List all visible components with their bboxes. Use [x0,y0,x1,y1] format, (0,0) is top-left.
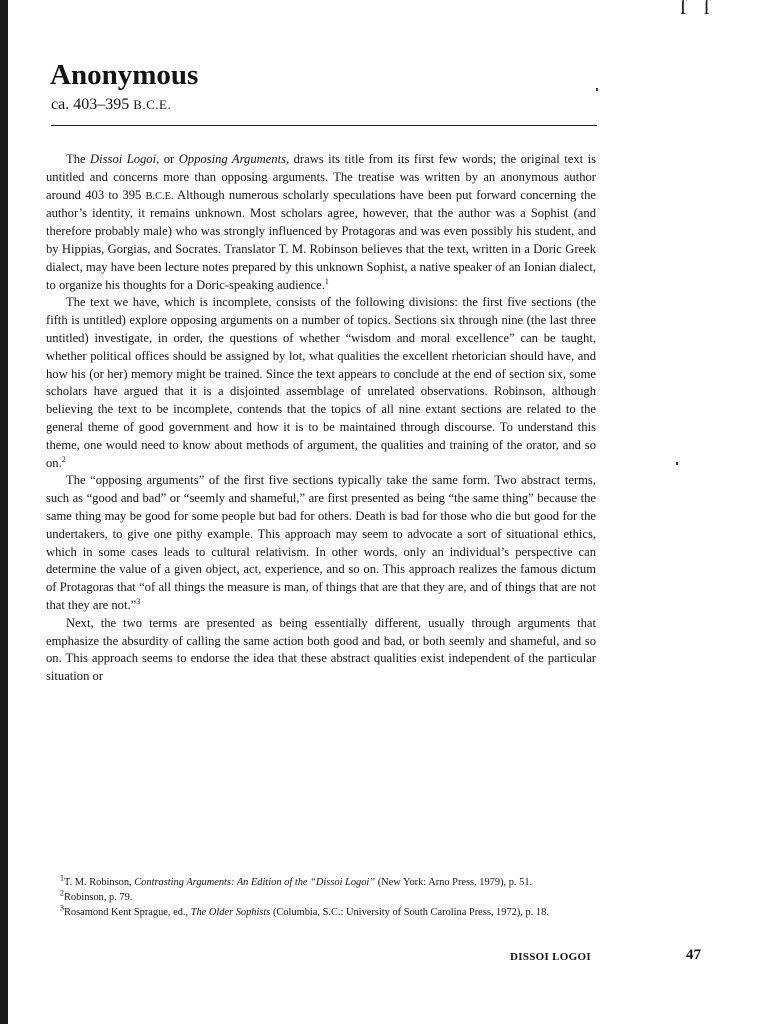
note-ref: 1 [60,873,64,883]
footnote [46,888,596,906]
scan-speck [596,88,598,91]
note-ref: 2 [60,888,64,898]
date-era: B.C.E. [133,97,172,112]
chapter-dates [51,95,171,115]
text-run: Although numerous scholarly speculations have been put forward concerning the author’s identity, it remains unknown. Most scholars agree, however, that the author was a Sophist (and therefore probably male) who was strongly influenced by Protagoras and was even possibly his student, and by Hippias, Gorgias, and Socrates. Translator T. M. Robinson believes that the text, written in a Doric Greek dialect, may have been lecture notes prepared by this unknown Sophist, a native speaker of an Ionian dialect, to organize his thoughts for a Doric-speaking audience. [46,187,596,292]
note-ref: 3 [136,596,141,606]
text-run: T. M. Robinson, [64,877,135,888]
corner-mark: ſ ſ [680,0,716,19]
text-run: (New York: Arno Press, 1979), p. 51. [375,877,533,888]
text-run: Rosamond Kent Sprague, ed., [64,906,191,918]
text-run: Next, the two terms are presented as being essentially different, usually through arguments that emphasize the absurdity of calling the same action both good and bad, or both seemly and shameful, and so on. This approach seems to endorse the idea that these abstract qualities exist independent of the particular situation or [46,615,596,684]
note-ref: 2 [61,454,66,464]
footnotes [46,873,596,920]
small-caps-text: B.C.E. [145,190,174,202]
note-ref: 1 [324,276,329,286]
text-run: The text we have, which is incomplete, consists of the following divisions: the first five sections (the fifth is untitled) explore opposing arguments on a number of topics. Sections six through nine (the last three untitled) investigate, in order, the questions of whether “wisdom and moral excellence” can be taught, whether political offices should be assigned by lot, what qualities the excellent rhetorician should have, and how his (or her) memory might be trained. Since the text appears to conclude at the end of section six, some scholars have argued that it is a disjointed assemblage of unrelated observations. Robinson, although believing the text to be incomplete, contends that the topics of all nine extant sections are related to the general theme of good government and how it is to be maintained through discourse. To understand this theme, one would need to know about methods of argument, the qualities and training of the orator, and so on. [46,295,596,470]
text-run: Robinson, p. 79. [64,891,133,903]
note-ref: 3 [60,903,64,913]
running-head: DISSOI LOGOI [510,951,591,963]
chapter-title: Anonymous [50,59,199,91]
text-run: or [159,152,179,166]
scan-speck [676,462,678,465]
page-number: 47 [686,947,701,963]
italic-title: Opposing Arguments, [178,152,290,166]
italic-title: Dissoi Logoi, [90,152,160,166]
body-text [46,151,596,686]
title-rule [51,125,597,126]
paragraph [46,472,596,614]
text-run: The “opposing arguments” of the first five sections typically take the same form. Two abstract terms, such as “good and bad” or “seemly and shameful,” are first presented as being “the same thing” because the same thing may be good for some people but bad for others. Death is bad for those who die but good for the undertakers, to give one pithy example. This approach may seem to advocate a sort of situational ethics, which in some cases leads to cultural relativism. In other words, only an individual’s perspective can determine the value of a given object, act, experience, and so on. This approach realizes the famous dictum of Protagoras that “of all things the measure is man, of things that are that they are, and of things that are not that they are not.” [46,473,596,612]
paragraph [46,615,596,686]
scan-page-edge [0,0,8,1024]
paragraph [46,151,596,294]
italic-title: The Older Sophists [190,906,271,918]
footnote [46,873,596,891]
text-run: (Columbia, S.C.: University of South Carolina Press, 1972), p. 18. [270,906,549,918]
paragraph [46,294,596,472]
text-run: The [66,152,91,166]
footnote [46,903,596,921]
italic-title: Contrasting Arguments: An Edition of the “Dissoi Logoi” [134,877,376,888]
text-run: draws its title from its first few words; the original text is untitled and concerns more than opposing arguments. The treatise was written by an anonymous author around 403 to 395 [46,152,596,202]
date-range: ca. 403–395 [51,96,130,113]
